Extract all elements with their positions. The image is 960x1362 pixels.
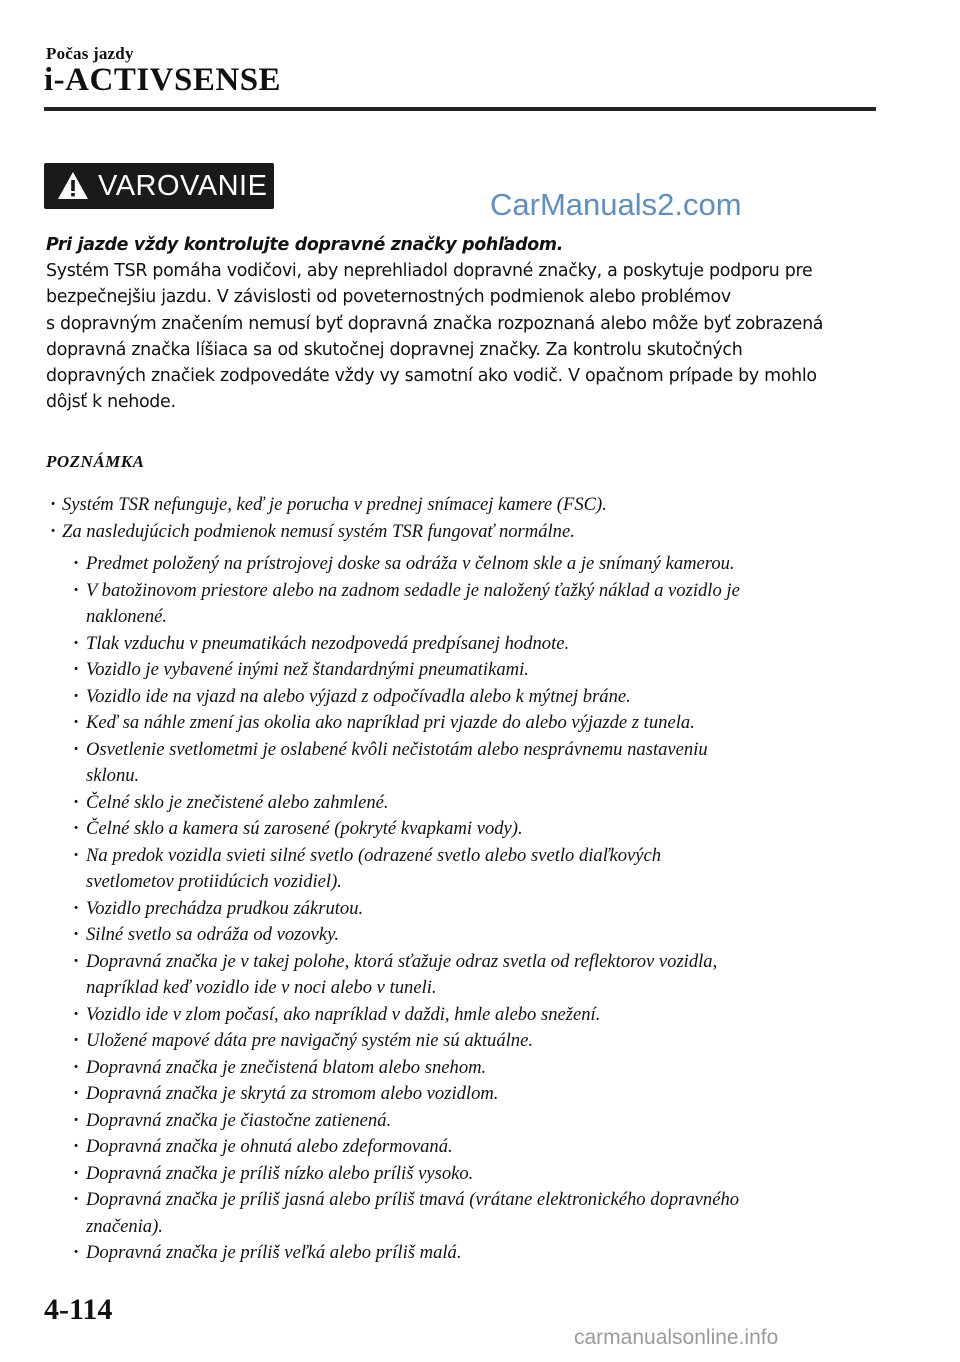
- warning-text: [46, 232, 886, 415]
- condition-text-cont: značenia).: [86, 1215, 163, 1237]
- condition-item: [46, 896, 876, 923]
- condition-text: Silné svetlo sa odráža od vozovky.: [86, 924, 340, 945]
- condition-item: [46, 949, 876, 1002]
- condition-item: [46, 1161, 876, 1188]
- condition-item: [46, 816, 876, 843]
- condition-text: Dopravná značka je skrytá za stromom alebo vozidlom.: [86, 1083, 499, 1104]
- condition-text: Dopravná značka je v takej polohe, ktorá sťažuje odraz svetla od reflektorov vozidla,: [86, 950, 718, 972]
- condition-text: Uložené mapové dáta pre navigačný systém nie sú aktuálne.: [86, 1030, 533, 1051]
- condition-text: Dopravná značka je znečistená blatom alebo snehom.: [86, 1056, 487, 1078]
- condition-text: Dopravná značka je čiastočne zatienená.: [86, 1109, 392, 1131]
- warning-line: dôjsť k nehode.: [46, 392, 176, 413]
- condition-text: Tlak vzduchu v pneumatikách nezodpovedá predpísanej hodnote.: [86, 632, 570, 654]
- condition-text-cont: svetlometov protiidúcich vozidiel).: [86, 871, 342, 892]
- condition-text: Vozidlo ide v zlom počasí, ako napríklad v daždi, hmle alebo snežení.: [86, 1003, 601, 1025]
- condition-text-cont: sklonu.: [86, 765, 140, 786]
- condition-item: [46, 631, 876, 658]
- condition-text: Čelné sklo a kamera sú zarosené (pokryté kvapkami vody).: [86, 818, 523, 839]
- condition-item: [46, 737, 876, 790]
- condition-item: [46, 1028, 876, 1055]
- condition-text-cont: napríklad keď vozidlo ide v noci alebo v tuneli.: [86, 977, 437, 998]
- condition-text: V batožinovom priestore alebo na zadnom sedadle je naložený ťažký náklad a vozidlo je: [86, 579, 740, 601]
- condition-item: [46, 790, 876, 817]
- warning-line: dopravných značiek zodpovedáte vždy vy samotní ako vodič. V opačnom prípade by mohlo: [46, 366, 817, 387]
- condition-text: Čelné sklo je znečistené alebo zahmlené.: [86, 791, 389, 813]
- note-list: [46, 492, 876, 1267]
- condition-text: Dopravná značka je ohnutá alebo zdeformovaná.: [86, 1136, 453, 1157]
- condition-item: [46, 578, 876, 631]
- condition-item: [46, 1055, 876, 1082]
- page-title: i-ACTIVSENSE: [44, 62, 282, 98]
- warning-triangle-icon: [56, 169, 90, 203]
- condition-text: Osvetlenie svetlometmi je oslabené kvôli nečistotám alebo nesprávnemu nastaveniu: [86, 738, 708, 760]
- section-label: Počas jazdy: [46, 44, 134, 63]
- warning-badge: [44, 163, 274, 209]
- condition-item: [46, 1081, 876, 1108]
- watermark-top: CarManuals2.com: [490, 187, 742, 222]
- condition-text: Dopravná značka je príliš jasná alebo príliš tmavá (vrátane elektronického dopravného: [86, 1189, 740, 1210]
- condition-item: [46, 551, 876, 578]
- condition-item: [46, 1240, 876, 1267]
- condition-text: Vozidlo ide na vjazd na alebo výjazd z odpočívadla alebo k mýtnej bráne.: [86, 685, 631, 707]
- condition-text: Predmet položený na prístrojovej doske sa odráža v čelnom skle a je snímaný kamerou.: [86, 553, 735, 574]
- note-item: · Za nasledujúcich podmienok nemusí systém TSR fungovať normálne.: [46, 519, 876, 546]
- condition-item: [46, 1108, 876, 1135]
- condition-item: [46, 657, 876, 684]
- condition-text: Vozidlo je vybavené inými než štandardnými pneumatikami.: [86, 659, 529, 680]
- condition-item: [46, 1187, 876, 1240]
- condition-item: [46, 684, 876, 711]
- warning-label: VAROVANIE: [98, 169, 268, 202]
- condition-item: [46, 843, 876, 896]
- condition-item: [46, 1134, 876, 1161]
- watermark-bottom: carmanualsonline.info: [574, 1326, 779, 1349]
- condition-text: Na predok vozidla svieti silné svetlo (odrazené svetlo alebo svetlo diaľkových: [86, 844, 662, 866]
- warning-line: bezpečnejšiu jazdu. V závislosti od poveternostných podmienok alebo problémov: [46, 287, 731, 308]
- condition-text: Dopravná značka je príliš nízko alebo príliš vysoko.: [86, 1162, 474, 1184]
- condition-text-cont: naklonené.: [86, 606, 168, 627]
- note-title: POZNÁMKA: [46, 452, 145, 471]
- page-number: 4-114: [44, 1293, 113, 1326]
- condition-text: Vozidlo prechádza prudkou zákrutou.: [86, 897, 364, 919]
- condition-text: Keď sa náhle zmení jas okolia ako napríklad pri vjazde do alebo výjazde z tunela.: [86, 712, 695, 733]
- condition-item: [46, 710, 876, 737]
- warning-line: s dopravným značením nemusí byť dopravná značka rozpoznaná alebo môže byť zobrazená: [46, 313, 824, 334]
- warning-line: Systém TSR pomáha vodičovi, aby neprehliadol dopravné značky, a poskytuje podporu pre: [46, 261, 813, 282]
- condition-item: [46, 922, 876, 949]
- condition-item: [46, 1002, 876, 1029]
- warning-lead: Pri jazde vždy kontrolujte dopravné značky pohľadom.: [46, 235, 564, 255]
- header-divider: [44, 107, 876, 111]
- note-item: · Systém TSR nefunguje, keď je porucha v prednej snímacej kamere (FSC).: [46, 492, 876, 519]
- condition-text: Dopravná značka je príliš veľká alebo príliš malá.: [86, 1242, 462, 1263]
- warning-line: dopravná značka líšiaca sa od skutočnej dopravnej značky. Za kontrolu skutočných: [46, 339, 743, 360]
